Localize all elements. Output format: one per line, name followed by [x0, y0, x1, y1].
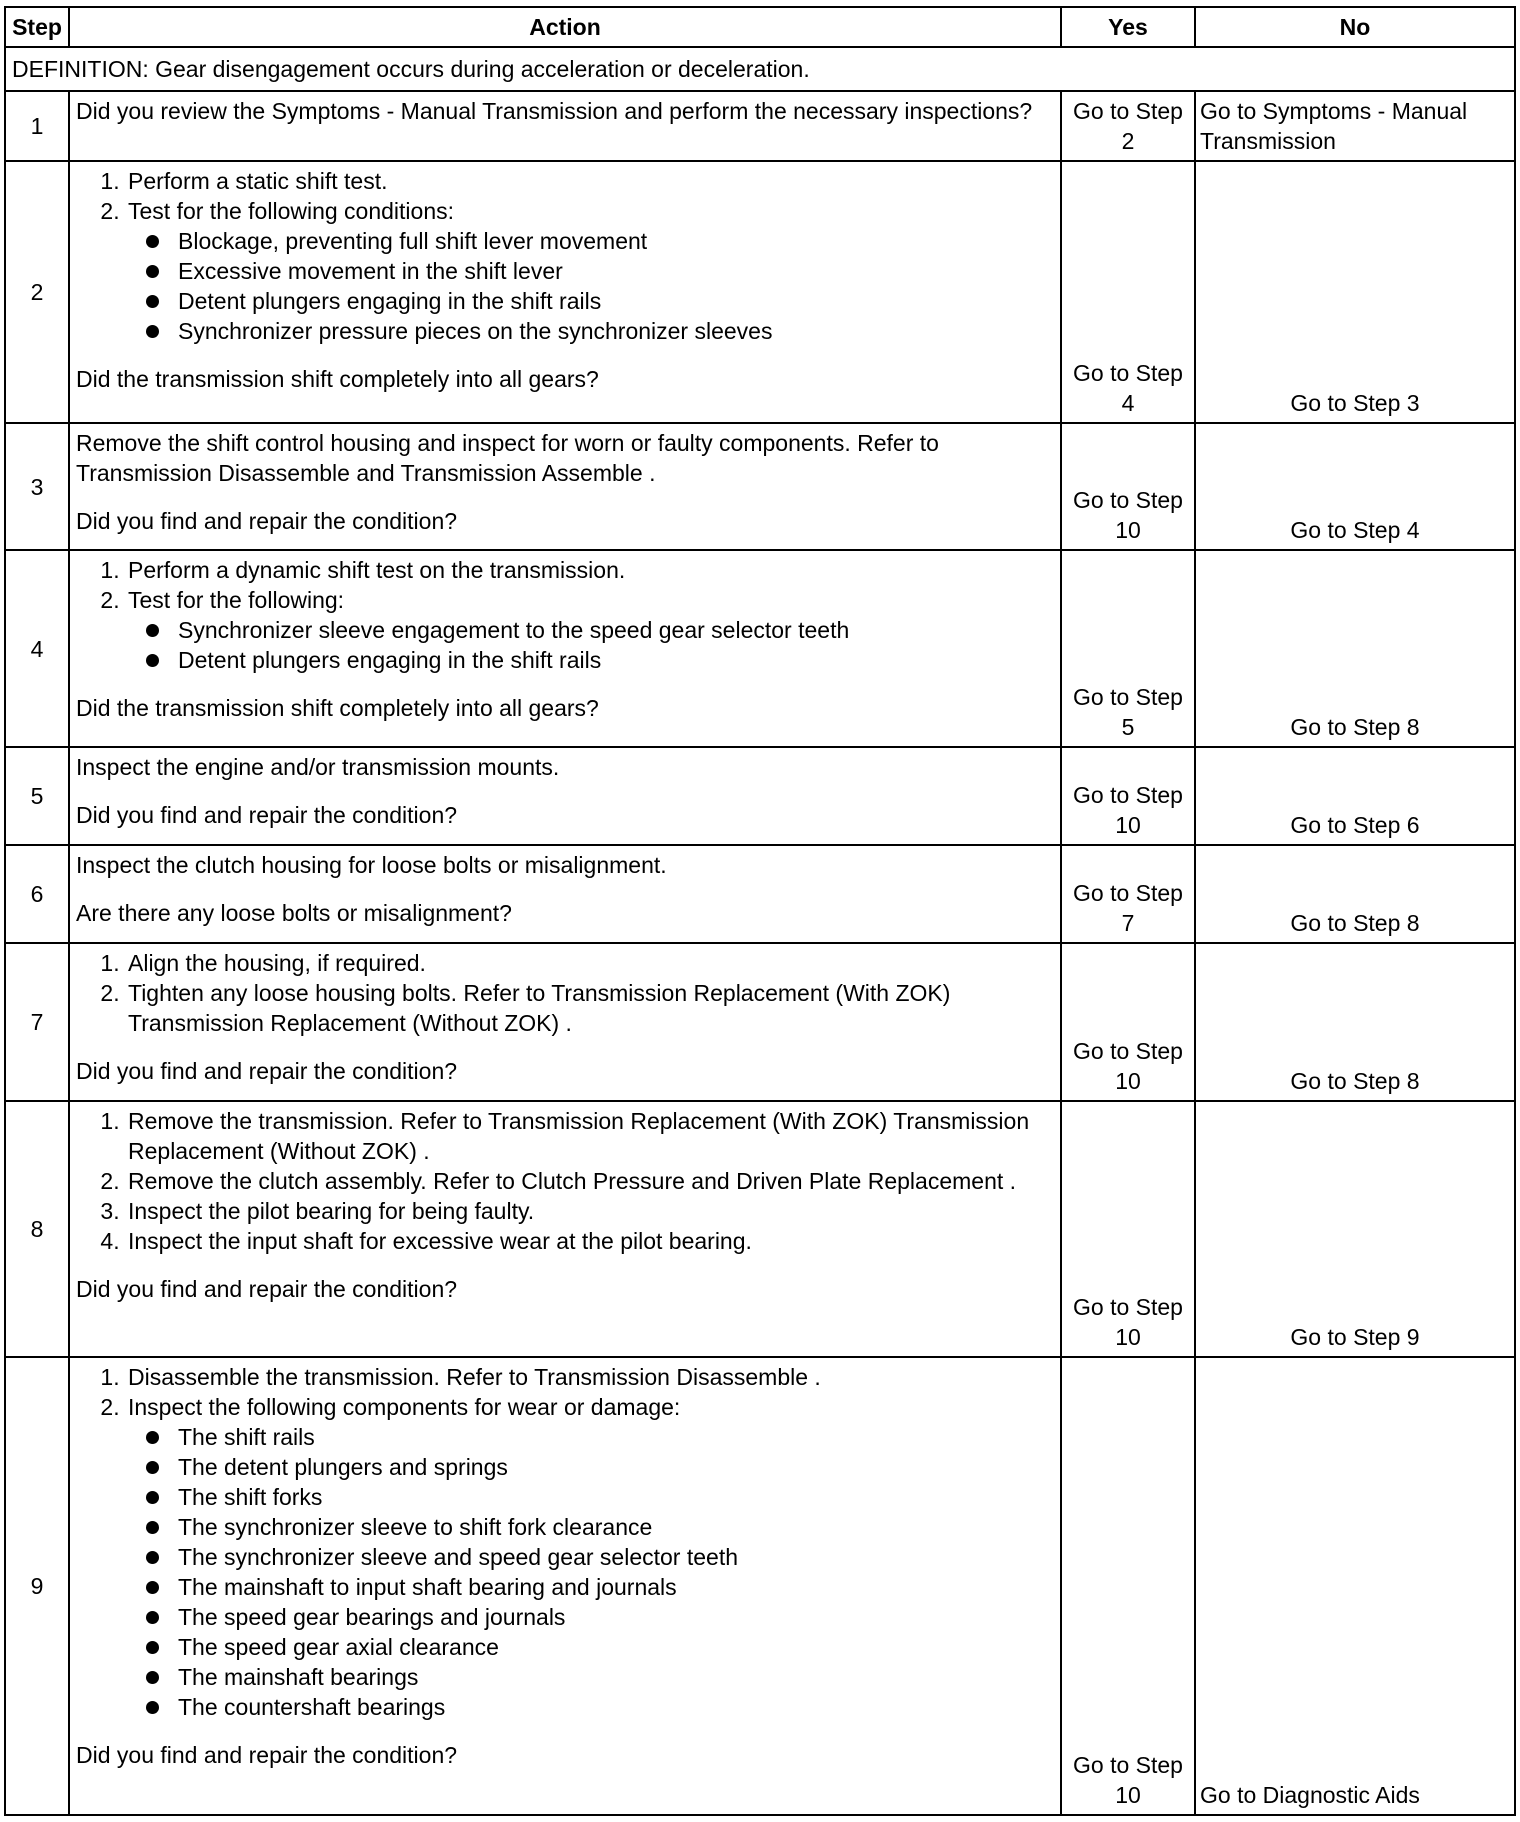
action-question: Did the transmission shift completely into all gears?: [76, 695, 599, 721]
list-item-text: Inspect the following components for wear or damage:: [128, 1394, 681, 1420]
no-cell: Go to Step 6: [1195, 747, 1515, 845]
no-cell: Go to Diagnostic Aids: [1195, 1357, 1515, 1815]
action-cell: [69, 747, 1061, 845]
step-number: 1: [5, 91, 69, 161]
bullet-item: The countershaft bearings: [178, 1692, 1054, 1722]
bullet-item: Detent plungers engaging in the shift rails: [178, 286, 1054, 316]
list-item: 3. Inspect the pilot bearing for being faulty.: [126, 1196, 1054, 1226]
numbered-list: [76, 948, 1054, 1038]
bullet-item: Synchronizer pressure pieces on the synchronizer sleeves: [178, 316, 1054, 346]
no-cell: Go to Step 3: [1195, 161, 1515, 423]
no-cell: Go to Step 8: [1195, 845, 1515, 943]
action-text: Did you review the Symptoms - Manual Transmission and perform the necessary inspections?: [76, 98, 1033, 124]
no-cell: Go to Step 8: [1195, 943, 1515, 1101]
bullet-item: The synchronizer sleeve and speed gear selector teeth: [178, 1542, 1054, 1572]
bullet-item: The shift rails: [178, 1422, 1054, 1452]
list-item: 4. Inspect the input shaft for excessive wear at the pilot bearing.: [126, 1226, 1054, 1256]
bullet-item: The detent plungers and springs: [178, 1452, 1054, 1482]
action-text: Inspect the clutch housing for loose bolts or misalignment.: [76, 852, 667, 878]
action-cell: [69, 1357, 1061, 1815]
action-text: Remove the shift control housing and inspect for worn or faulty components. Refer to Transmission Disassemble and Transmission Assemble .: [76, 430, 939, 486]
bullet-list: [128, 1422, 1054, 1722]
header-no: No: [1195, 7, 1515, 47]
list-item: 1. Perform a static shift test.: [126, 166, 1054, 196]
no-cell: Go to Symptoms - Manual Transmission: [1195, 91, 1515, 161]
header-yes: Yes: [1061, 7, 1195, 47]
header-row: [5, 7, 1515, 47]
bullet-item: The synchronizer sleeve to shift fork clearance: [178, 1512, 1054, 1542]
table-row: [5, 161, 1515, 423]
list-item: 2. Remove the clutch assembly. Refer to Clutch Pressure and Driven Plate Replacement .: [126, 1166, 1054, 1196]
action-cell: [69, 423, 1061, 550]
action-text: Inspect the engine and/or transmission mounts.: [76, 754, 560, 780]
list-item: [126, 196, 1054, 346]
action-cell: [69, 161, 1061, 423]
step-number: 2: [5, 161, 69, 423]
definition-text: DEFINITION: Gear disengagement occurs during acceleration or deceleration.: [5, 47, 1515, 91]
bullet-item: The speed gear bearings and journals: [178, 1602, 1054, 1632]
list-item: 1. Align the housing, if required.: [126, 948, 1054, 978]
table-row: [5, 1101, 1515, 1357]
step-number: 3: [5, 423, 69, 550]
action-question: Did you find and repair the condition?: [76, 802, 458, 828]
numbered-list: [76, 1362, 1054, 1722]
bullet-item: Detent plungers engaging in the shift rails: [178, 645, 1054, 675]
bullet-item: The mainshaft to input shaft bearing and journals: [178, 1572, 1054, 1602]
action-question: Did you find and repair the condition?: [76, 1276, 458, 1302]
action-cell: [69, 91, 1061, 161]
bullet-item: Synchronizer sleeve engagement to the speed gear selector teeth: [178, 615, 1054, 645]
diagnostic-table-container: [4, 6, 1514, 1816]
action-question: Did you find and repair the condition?: [76, 508, 458, 534]
table-row: [5, 91, 1515, 161]
no-cell: Go to Step 8: [1195, 550, 1515, 747]
step-number: 8: [5, 1101, 69, 1357]
step-number: 6: [5, 845, 69, 943]
diagnostic-table: [4, 6, 1516, 1816]
action-question: Are there any loose bolts or misalignment?: [76, 900, 512, 926]
list-item: 1. Remove the transmission. Refer to Transmission Replacement (With ZOK) Transmission Replacement (Without ZOK) .: [126, 1106, 1054, 1166]
table-row: [5, 845, 1515, 943]
yes-cell: Go to Step 5: [1061, 550, 1195, 747]
table-row: [5, 747, 1515, 845]
step-number: 5: [5, 747, 69, 845]
bullet-item: Excessive movement in the shift lever: [178, 256, 1054, 286]
bullet-list: [128, 615, 1054, 675]
action-cell: [69, 943, 1061, 1101]
action-question: Did you find and repair the condition?: [76, 1058, 458, 1084]
step-number: 4: [5, 550, 69, 747]
action-question: Did you find and repair the condition?: [76, 1742, 458, 1768]
numbered-list: [76, 1106, 1054, 1256]
list-item: [126, 1392, 1054, 1722]
yes-cell: Go to Step 10: [1061, 1357, 1195, 1815]
list-item-text: Test for the following:: [128, 587, 345, 613]
list-item-text: Test for the following conditions:: [128, 198, 455, 224]
action-cell: [69, 845, 1061, 943]
no-cell: Go to Step 9: [1195, 1101, 1515, 1357]
bullet-item: The mainshaft bearings: [178, 1662, 1054, 1692]
table-row: [5, 423, 1515, 550]
table-row: [5, 943, 1515, 1101]
header-action: Action: [69, 7, 1061, 47]
yes-cell: Go to Step 2: [1061, 91, 1195, 161]
step-number: 7: [5, 943, 69, 1101]
yes-cell: Go to Step 10: [1061, 1101, 1195, 1357]
bullet-item: The shift forks: [178, 1482, 1054, 1512]
yes-cell: Go to Step 10: [1061, 747, 1195, 845]
no-cell: Go to Step 4: [1195, 423, 1515, 550]
bullet-item: Blockage, preventing full shift lever movement: [178, 226, 1054, 256]
list-item: 1. Perform a dynamic shift test on the transmission.: [126, 555, 1054, 585]
yes-cell: Go to Step 10: [1061, 943, 1195, 1101]
list-item: [126, 585, 1054, 675]
yes-cell: Go to Step 4: [1061, 161, 1195, 423]
list-item: 2. Tighten any loose housing bolts. Refer to Transmission Replacement (With ZOK) Transmission Replacement (Without ZOK) .: [126, 978, 1054, 1038]
bullet-item: The speed gear axial clearance: [178, 1632, 1054, 1662]
list-item: 1. Disassemble the transmission. Refer to Transmission Disassemble .: [126, 1362, 1054, 1392]
step-number: 9: [5, 1357, 69, 1815]
action-question: Did the transmission shift completely into all gears?: [76, 366, 599, 392]
header-step: Step: [5, 7, 69, 47]
action-cell: [69, 550, 1061, 747]
bullet-list: [128, 226, 1054, 346]
table-row: [5, 1357, 1515, 1815]
table-row: [5, 550, 1515, 747]
yes-cell: Go to Step 7: [1061, 845, 1195, 943]
definition-row: [5, 47, 1515, 91]
numbered-list: [76, 555, 1054, 675]
yes-cell: Go to Step 10: [1061, 423, 1195, 550]
numbered-list: [76, 166, 1054, 346]
action-cell: [69, 1101, 1061, 1357]
